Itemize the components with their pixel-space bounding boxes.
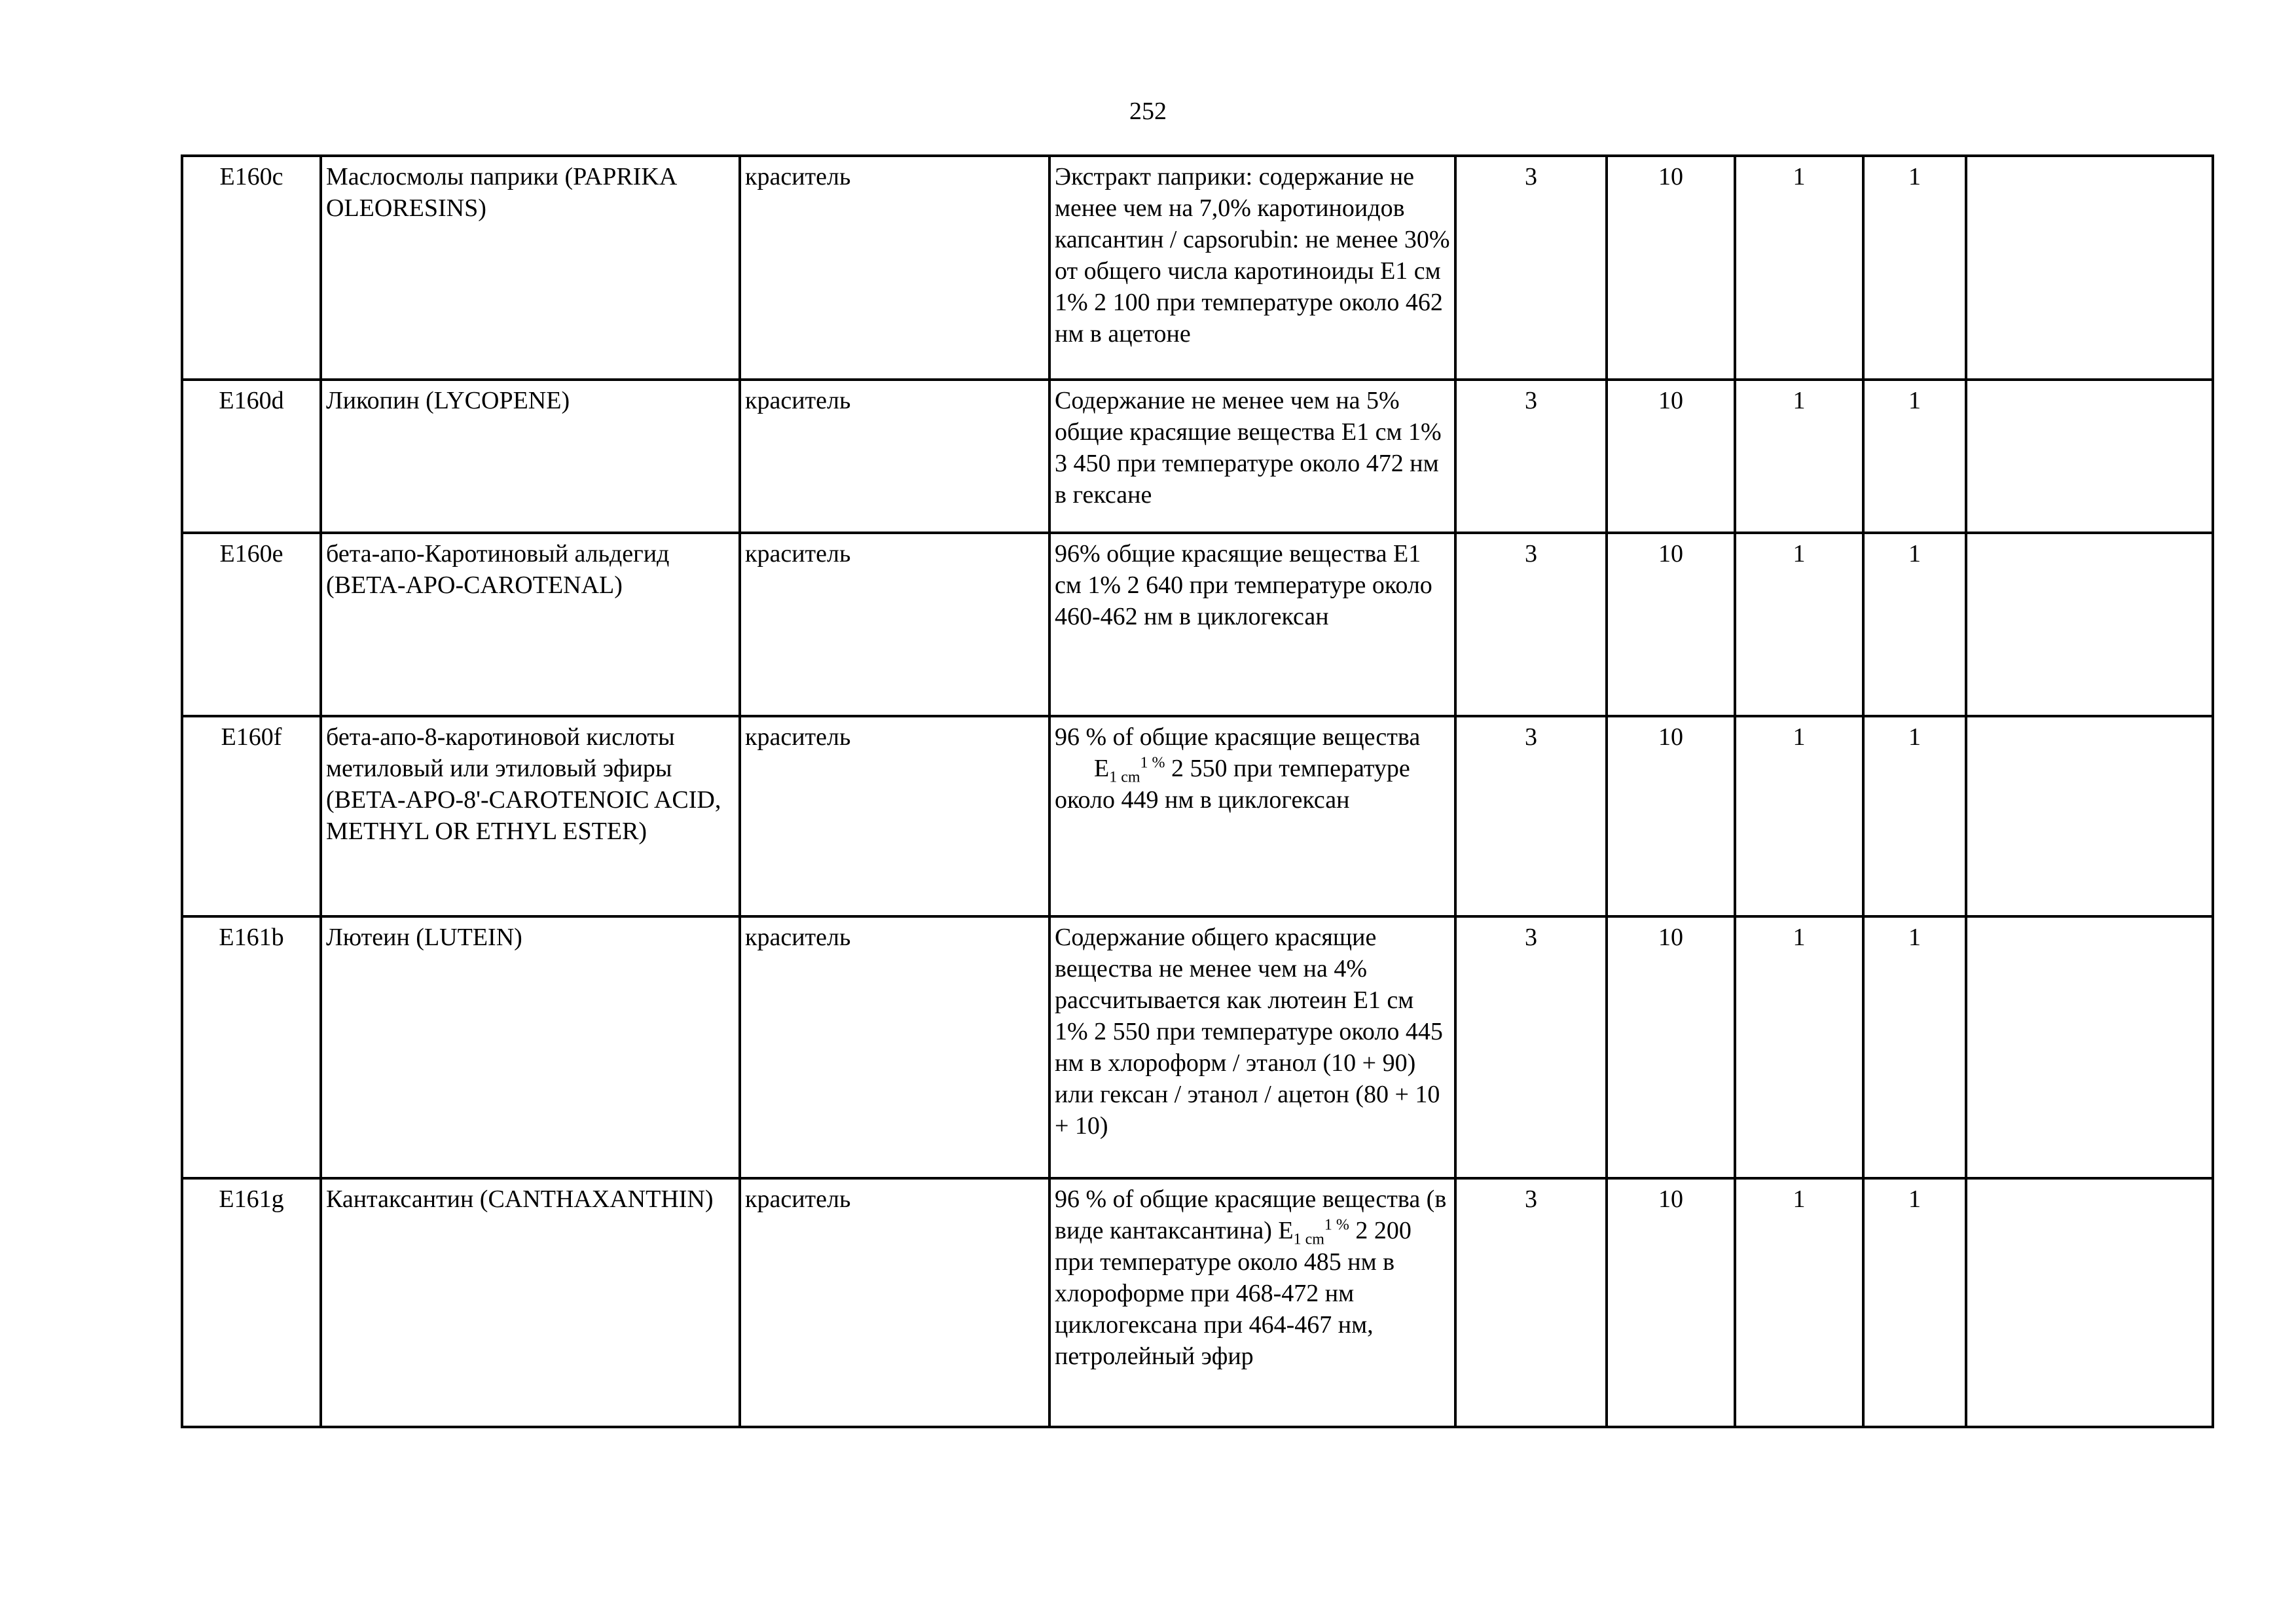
additive-function: краситель <box>740 380 1049 533</box>
absorbance-superscript: 1 % <box>1324 1216 1349 1234</box>
additive-name: Маслосмолы паприки (PAPRIKA OLEORESINS) <box>321 156 740 380</box>
value-cell-4: 1 <box>1863 716 1966 916</box>
note-cell <box>1966 1178 2213 1427</box>
value-cell-4: 1 <box>1863 156 1966 380</box>
table-row <box>182 916 2213 1178</box>
additives-table <box>181 154 2214 1428</box>
value-cell-3: 1 <box>1735 716 1863 916</box>
value-cell-1: 3 <box>1455 716 1607 916</box>
spec-text-after: 2 550 при температуре около 449 нм в циклогексан <box>1055 755 1410 814</box>
value-cell-2: 10 <box>1607 916 1735 1178</box>
additive-function: краситель <box>740 156 1049 380</box>
additive-name: бета-апо-Каротиновый альдегид (BETA-APO-CAROTENAL) <box>321 533 740 716</box>
additive-specification: Экстракт паприки: содержание не менее чем на 7,0% каротиноидов капсантин / capsorubin: не менее 30% от общего числа каротиноиды Е1 см 1% 2 100 при температуре около 462 нм в ацетоне <box>1049 156 1455 380</box>
page-number: 252 <box>1129 98 1167 125</box>
note-cell <box>1966 533 2213 716</box>
additive-code: E160c <box>182 156 321 380</box>
value-cell-4: 1 <box>1863 916 1966 1178</box>
value-cell-3: 1 <box>1735 380 1863 533</box>
value-cell-3: 1 <box>1735 156 1863 380</box>
value-cell-1: 3 <box>1455 156 1607 380</box>
additive-code: E161b <box>182 916 321 1178</box>
additive-code: E160e <box>182 533 321 716</box>
value-cell-2: 10 <box>1607 716 1735 916</box>
value-cell-2: 10 <box>1607 533 1735 716</box>
absorbance-superscript: 1 % <box>1140 754 1165 772</box>
absorbance-symbol: E <box>1278 1217 1294 1244</box>
additive-specification <box>1049 716 1455 916</box>
value-cell-2: 10 <box>1607 1178 1735 1427</box>
additive-function: краситель <box>740 716 1049 916</box>
table-row <box>182 1178 2213 1427</box>
additive-name: Кантаксантин (CANTHAXANTHIN) <box>321 1178 740 1427</box>
additive-specification <box>1049 1178 1455 1427</box>
additive-name: бета-апо-8-каротиновой кислоты метиловый или этиловый эфиры (BETA-APO-8'-CAROTENOIC ACID, METHYL OR ETHYL ESTER) <box>321 716 740 916</box>
additive-name: Лютеин (LUTEIN) <box>321 916 740 1178</box>
value-cell-2: 10 <box>1607 380 1735 533</box>
table-row <box>182 533 2213 716</box>
additive-specification: Содержание не менее чем на 5% общие красящие вещества Е1 см 1% 3 450 при температуре около 472 нм в гексане <box>1049 380 1455 533</box>
note-cell <box>1966 156 2213 380</box>
additive-specification: 96% общие красящие вещества Е1 см 1% 2 640 при температуре около 460-462 нм в циклогексан <box>1049 533 1455 716</box>
value-cell-1: 3 <box>1455 533 1607 716</box>
value-cell-3: 1 <box>1735 533 1863 716</box>
value-cell-2: 10 <box>1607 156 1735 380</box>
absorbance-symbol: E <box>1094 755 1110 782</box>
value-cell-1: 3 <box>1455 380 1607 533</box>
spec-text-after: 2 200 при температуре около 485 нм в хлороформе при 468-472 нм циклогексана при 464-467 нм, петролейный эфир <box>1055 1217 1412 1370</box>
value-cell-4: 1 <box>1863 380 1966 533</box>
additive-function: краситель <box>740 1178 1049 1427</box>
additive-code: E160d <box>182 380 321 533</box>
additive-specification: Содержание общего красящие вещества не менее чем на 4% рассчитывается как лютеин Е1 см 1% 2 550 при температуре около 445 нм в хлороформ / этанол (10 + 90) или гексан / этанол / ацетон (80 + 10 + 10) <box>1049 916 1455 1178</box>
spec-text-before: 96 % of общие красящие вещества (в виде кантаксантина) <box>1055 1185 1447 1244</box>
table-row <box>182 716 2213 916</box>
note-cell <box>1966 380 2213 533</box>
additive-name: Ликопин (LYCOPENE) <box>321 380 740 533</box>
spec-text-before: 96 % of общие красящие вещества <box>1055 723 1421 751</box>
note-cell <box>1966 916 2213 1178</box>
table-row <box>182 380 2213 533</box>
absorbance-subscript: 1 cm <box>1109 768 1140 786</box>
value-cell-3: 1 <box>1735 916 1863 1178</box>
additive-function: краситель <box>740 916 1049 1178</box>
value-cell-3: 1 <box>1735 1178 1863 1427</box>
value-cell-4: 1 <box>1863 533 1966 716</box>
absorbance-subscript: 1 cm <box>1293 1231 1324 1248</box>
note-cell <box>1966 716 2213 916</box>
value-cell-4: 1 <box>1863 1178 1966 1427</box>
additive-code: E160f <box>182 716 321 916</box>
value-cell-1: 3 <box>1455 1178 1607 1427</box>
table-row <box>182 156 2213 380</box>
value-cell-1: 3 <box>1455 916 1607 1178</box>
additive-function: краситель <box>740 533 1049 716</box>
additive-code: E161g <box>182 1178 321 1427</box>
